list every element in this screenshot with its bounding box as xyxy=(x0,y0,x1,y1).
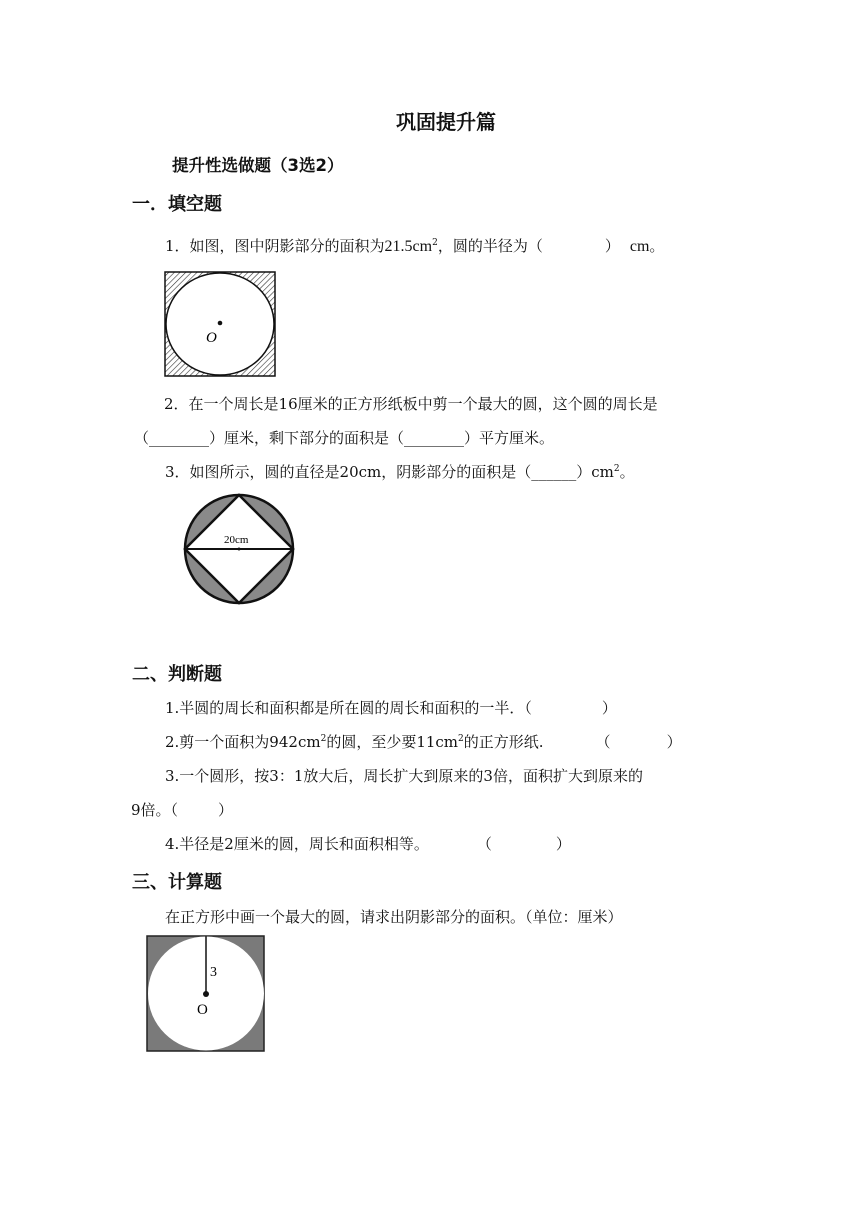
center-dot xyxy=(218,321,223,326)
fill-q1-figure xyxy=(164,271,276,377)
judge-q3-line2 xyxy=(131,799,233,821)
fill-q3-figure xyxy=(182,492,298,608)
judge-q1-close: ） xyxy=(601,699,617,717)
center-dot xyxy=(238,548,241,551)
judge-q3-close: ） xyxy=(218,801,234,819)
judge-q2-exp2: 2 xyxy=(458,734,464,744)
section-heading-fill-blank: 一．填空题 xyxy=(132,194,222,215)
judge-q2-b: 的圆，至少要11cm xyxy=(326,733,459,751)
fill-q1-close: ） xyxy=(604,237,620,255)
calc-prompt: 在正方形中画一个最大的圆，请求出阴影部分的面积。（单位：厘米） xyxy=(165,908,623,926)
fill-q1-prefix: 1．如图，图中阴影部分的面积为 xyxy=(165,237,385,255)
page-subtitle: 提升性选做题（3选2） xyxy=(172,156,344,175)
judge-q2-open: （ xyxy=(595,733,611,751)
section-heading-judgement: 二、判断题 xyxy=(132,664,222,685)
judge-q4-open: （ xyxy=(476,835,492,853)
fill-q3-end: 。 xyxy=(619,463,635,481)
fill-q2-line1: 2．在一个周长是16厘米的正方形纸板中剪一个最大的圆，这个圆的周长是 xyxy=(164,395,658,413)
center-label: O xyxy=(197,1002,208,1018)
judge-q3-line2-text: 9倍。（ xyxy=(131,801,179,819)
fill-q3 xyxy=(165,461,635,483)
judge-q1-text: 1.半圆的周长和面积都是所在圆的周长和面积的一半．（ xyxy=(165,699,532,717)
fill-q3-exp: 2 xyxy=(613,464,620,474)
judge-q4 xyxy=(165,833,571,855)
section-heading-calculation: 三、计算题 xyxy=(132,872,222,893)
judge-q2-c: 的正方形纸. xyxy=(463,733,544,751)
diameter-label: 20cm xyxy=(224,534,249,546)
fill-q1-end: 。 xyxy=(649,237,665,255)
judge-q2 xyxy=(165,731,682,753)
fill-q1-area: 21.5cm xyxy=(384,238,433,255)
judge-q2-exp1: 2 xyxy=(320,734,327,744)
judge-q1 xyxy=(165,697,617,719)
calc-figure xyxy=(146,935,266,1053)
fill-q1-area-exp: 2 xyxy=(432,238,438,248)
judge-q4-close: ） xyxy=(555,835,571,853)
judge-q2-close: ） xyxy=(666,733,682,751)
fill-q1 xyxy=(165,235,664,258)
radius-label: 3 xyxy=(210,965,217,980)
judge-q4-text: 4.半径是2厘米的圆，周长和面积相等。 xyxy=(165,835,429,853)
fill-q2-line2: （________）厘米，剩下部分的面积是（________）平方厘米。 xyxy=(134,429,555,447)
center-label: O xyxy=(206,330,217,346)
fill-q1-mid: ，圆的半径为（ xyxy=(437,237,543,255)
page-title: 巩固提升篇 xyxy=(396,110,496,134)
fill-q3-text: 3．如图所示，圆的直径是20cm，阴影部分的面积是（______）cm xyxy=(165,463,614,481)
center-dot xyxy=(203,991,209,997)
judge-q3-line1: 3.一个圆形，按3：1放大后，周长扩大到原来的3倍，面积扩大到原来的 xyxy=(165,767,643,785)
judge-q2-a: 2.剪一个面积为942cm xyxy=(165,733,321,751)
fill-q1-unit: cm xyxy=(629,238,650,255)
